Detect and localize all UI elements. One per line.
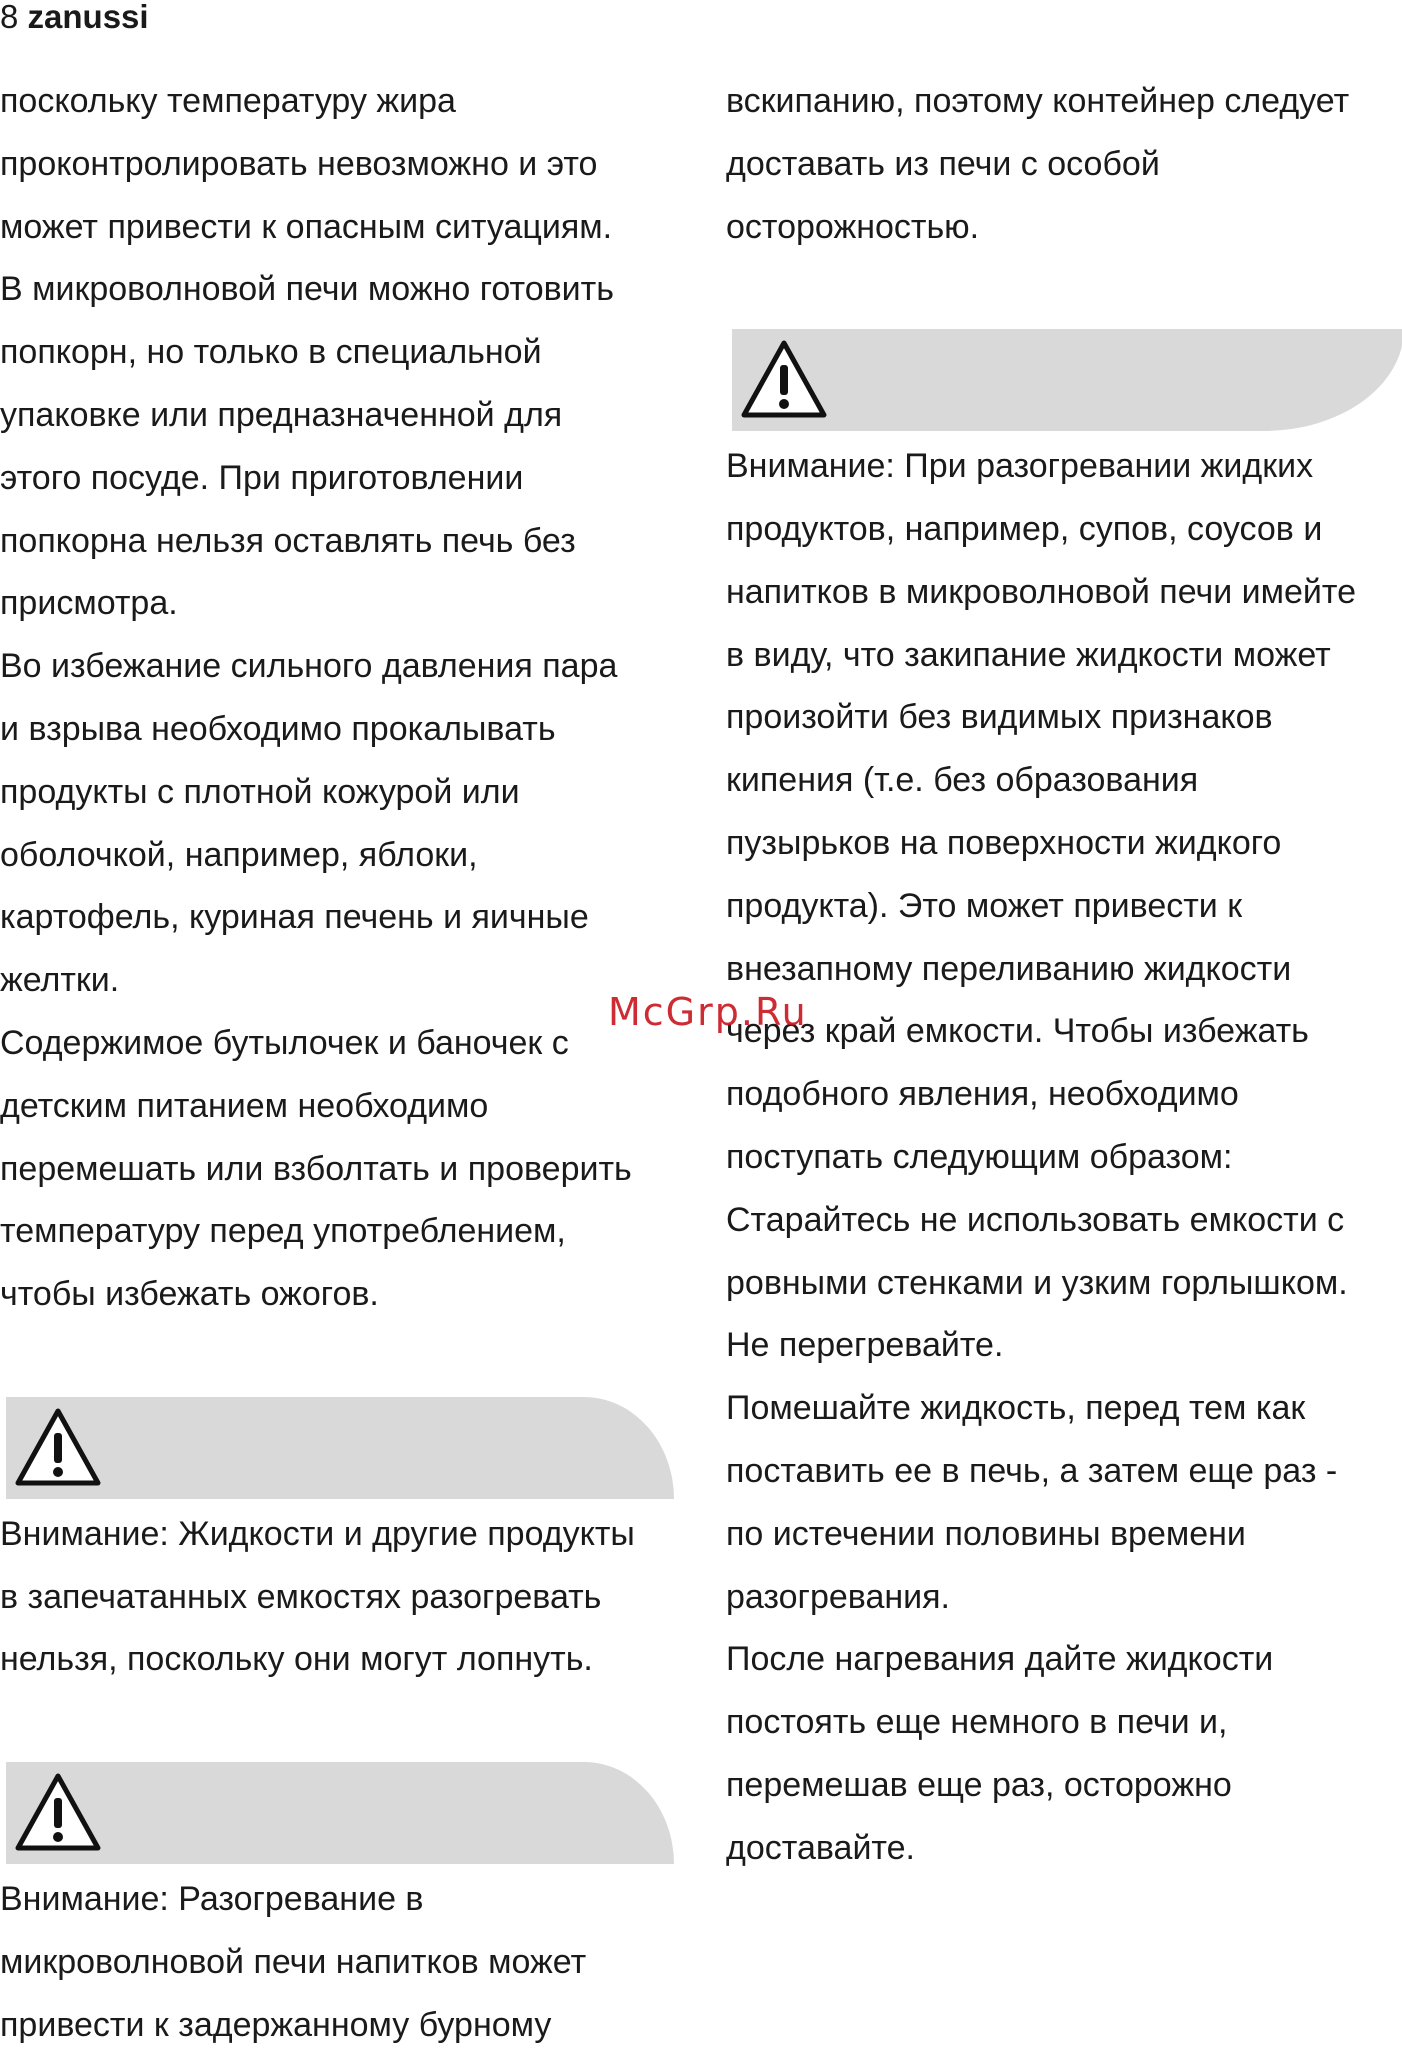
text-line: пузырьков на поверхности жидкого bbox=[726, 823, 1282, 862]
warning-triangle-icon bbox=[740, 339, 828, 419]
text-line: желтки. bbox=[0, 961, 120, 1000]
text-line: постоять еще немного в печи и, bbox=[726, 1703, 1228, 1742]
text-line: перемешать или взболтать и проверить bbox=[0, 1149, 632, 1188]
text-line: картофель, куриная печень и яичные bbox=[0, 898, 589, 937]
text-line: нельзя, поскольку они могут лопнуть. bbox=[0, 1640, 593, 1679]
text-line: Во избежание сильного давления пара bbox=[0, 647, 618, 686]
text-line: проконтролировать невозможно и это bbox=[0, 144, 598, 183]
text-line: температуру перед употреблением, bbox=[0, 1212, 566, 1251]
text-line: присмотра. bbox=[0, 584, 178, 623]
watermark: McGrp.Ru bbox=[608, 990, 808, 1034]
brand-logo: zanussi bbox=[27, 0, 149, 35]
text-line: В микроволновой печи можно готовить bbox=[0, 270, 614, 309]
text-line: напитков в микроволновой печи имейте bbox=[726, 572, 1357, 611]
text-line: Внимание: При разогревании жидких bbox=[726, 447, 1314, 486]
text-line: в запечатанных емкостях разогревать bbox=[0, 1577, 602, 1616]
warning-triangle-icon bbox=[14, 1772, 102, 1852]
text-line: и взрыва необходимо прокалывать bbox=[0, 709, 556, 748]
text-line: детским питанием необходимо bbox=[0, 1086, 489, 1125]
text-line: Старайтесь не использовать емкости с bbox=[726, 1200, 1345, 1239]
text-line: может привести к опасным ситуациям. bbox=[0, 207, 613, 246]
paragraph-gap bbox=[0, 1326, 690, 1389]
text-line: внезапному переливанию жидкости bbox=[726, 949, 1292, 988]
text-line: произойти без видимых признаков bbox=[726, 698, 1273, 737]
warning-bar bbox=[732, 329, 1402, 431]
text-line: поскольку температуру жира bbox=[0, 82, 456, 120]
text-line: доставайте. bbox=[726, 1828, 915, 1867]
warning-triangle-icon bbox=[14, 1407, 102, 1487]
right-column bbox=[726, 70, 1402, 1880]
text-line: ровными стенками и узким горлышком. bbox=[726, 1263, 1348, 1302]
text-line: через край емкости. Чтобы избежать bbox=[726, 1012, 1309, 1051]
text-line: попкорн, но только в специальной bbox=[0, 333, 542, 372]
paragraph-gap bbox=[0, 1691, 690, 1754]
text-line: продукты с плотной кожурой или bbox=[0, 772, 520, 811]
text-line: привести к задержанному бурному bbox=[0, 2005, 552, 2044]
text-line: вскипанию, поэтому контейнер следует bbox=[726, 82, 1350, 120]
text-line: по истечении половины времени bbox=[726, 1514, 1246, 1553]
text-line: Содержимое бутылочек и баночек с bbox=[0, 1023, 569, 1062]
text-line: Помешайте жидкость, перед тем как bbox=[726, 1389, 1306, 1428]
text-line: осторожностью. bbox=[726, 207, 980, 246]
text-line: оболочкой, например, яблоки, bbox=[0, 835, 478, 874]
text-line: Внимание: Разогревание в bbox=[0, 1879, 424, 1918]
text-line: попкорна нельзя оставлять печь без bbox=[0, 521, 576, 560]
text-line: этого посуде. При приготовлении bbox=[0, 458, 524, 497]
text-line: кипения (т.е. без образования bbox=[726, 761, 1199, 800]
text-line: разогревания. bbox=[726, 1577, 950, 1616]
text-line: продукта). Это может привести к bbox=[726, 886, 1243, 925]
page-number: 8 bbox=[0, 0, 19, 35]
text-line: чтобы избежать ожогов. bbox=[0, 1275, 379, 1314]
text-line: Внимание: Жидкости и другие продукты bbox=[0, 1514, 635, 1553]
text-line: поставить ее в печь, а затем еще раз - bbox=[726, 1451, 1338, 1490]
text-line: Не перегревайте. bbox=[726, 1326, 1004, 1365]
warning-bar bbox=[6, 1397, 674, 1499]
text-line: продуктов, например, супов, соусов и bbox=[726, 509, 1323, 548]
text-line: поступать следующим образом: bbox=[726, 1137, 1233, 1176]
text-line: подобного явления, необходимо bbox=[726, 1075, 1239, 1114]
text-line: перемешав еще раз, осторожно bbox=[726, 1765, 1232, 1804]
warning-bar bbox=[6, 1762, 674, 1864]
paragraph-gap bbox=[726, 258, 1402, 321]
text-line: микроволновой печи напитков может bbox=[0, 1942, 587, 1981]
page-header bbox=[0, 0, 149, 40]
text-line: в виду, что закипание жидкости может bbox=[726, 635, 1331, 674]
text-line: После нагревания дайте жидкости bbox=[726, 1640, 1274, 1679]
text-line: доставать из печи с особой bbox=[726, 144, 1160, 183]
text-line: упаковке или предназначенной для bbox=[0, 395, 563, 434]
left-column bbox=[0, 70, 690, 2056]
